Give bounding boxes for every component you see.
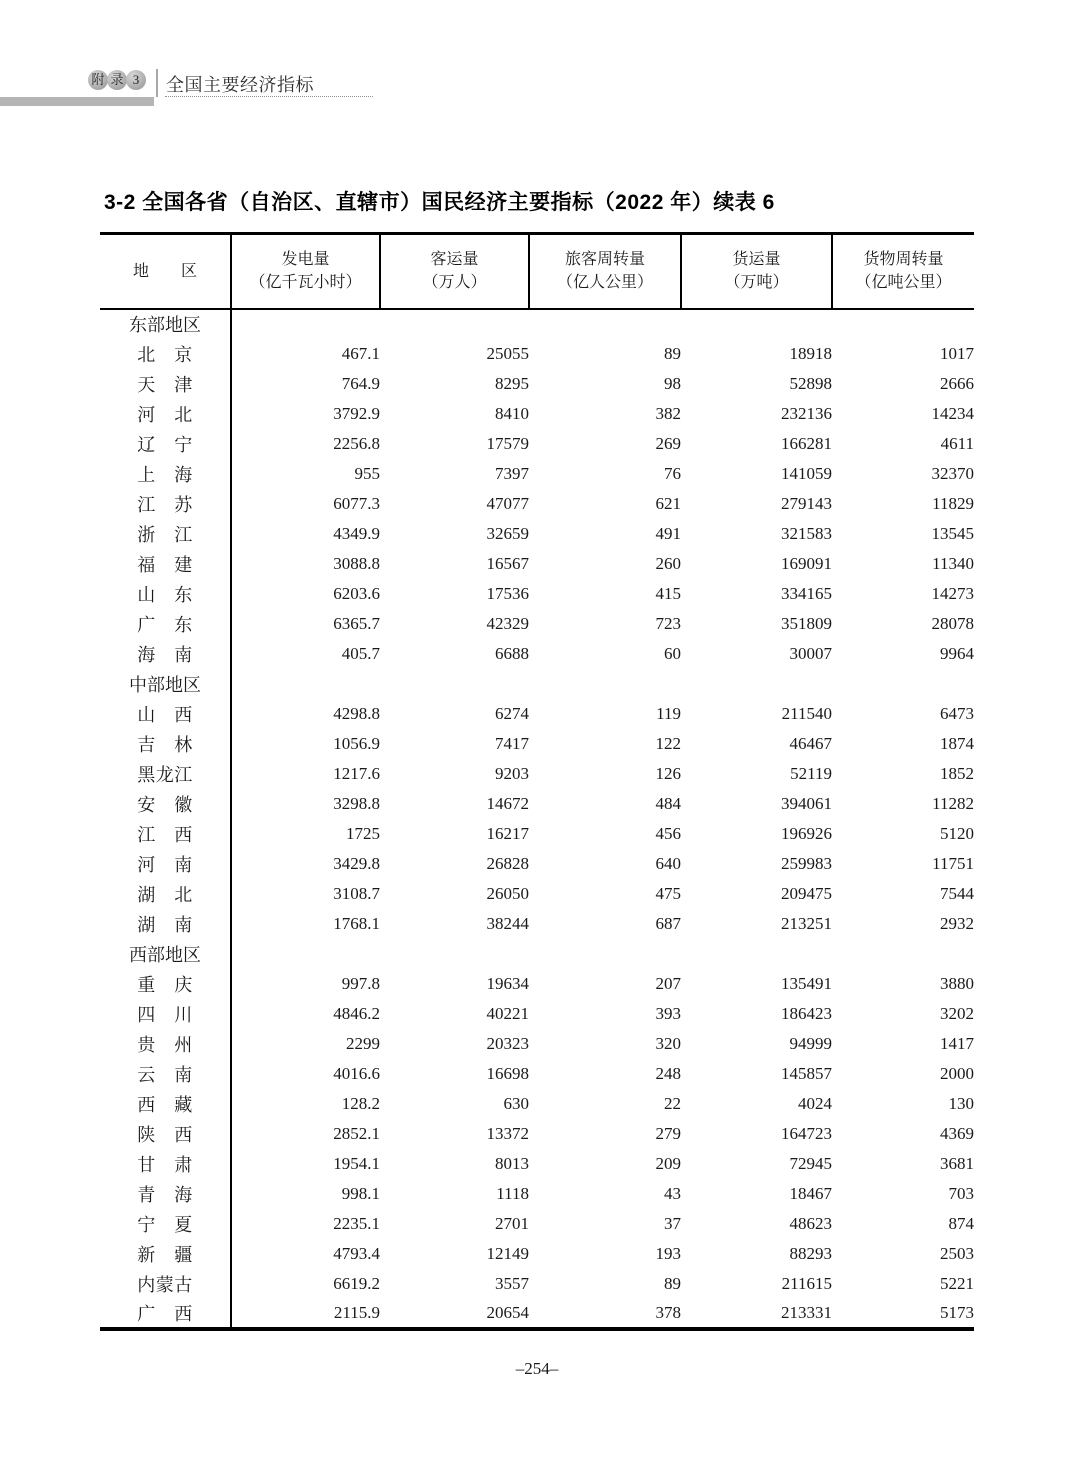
badge-char-circle: 3 bbox=[126, 70, 146, 90]
table-row bbox=[100, 849, 974, 879]
value-cell bbox=[832, 669, 974, 699]
value-cell: 491 bbox=[655, 523, 681, 543]
value-cell bbox=[380, 669, 529, 699]
value-cell: 166281 bbox=[781, 433, 832, 453]
value-cell: 6077.3 bbox=[333, 493, 380, 513]
value-cell: 9203 bbox=[495, 763, 529, 783]
value-cell: 703 bbox=[948, 1183, 974, 1203]
column-header-line: 客运量 bbox=[430, 251, 479, 269]
value-cell: 11829 bbox=[932, 493, 974, 513]
value-cell: 997.8 bbox=[341, 973, 380, 993]
value-cell: 211615 bbox=[781, 1273, 832, 1293]
value-cell: 4846.2 bbox=[333, 1003, 380, 1023]
value-cell: 193 bbox=[655, 1243, 681, 1263]
value-cell: 7417 bbox=[495, 733, 529, 753]
value-cell: 640 bbox=[655, 853, 681, 873]
value-cell bbox=[529, 309, 681, 339]
value-cell: 6619.2 bbox=[333, 1273, 380, 1293]
column-header-line: 旅客周转量 bbox=[564, 251, 645, 269]
value-cell: 25055 bbox=[486, 343, 529, 363]
value-cell: 169091 bbox=[781, 553, 832, 573]
value-cell: 5221 bbox=[940, 1273, 974, 1293]
region-cell: 新 疆 bbox=[100, 1239, 231, 1269]
table-row bbox=[100, 1119, 974, 1149]
value-cell: 3108.7 bbox=[333, 883, 380, 903]
value-cell: 5120 bbox=[940, 823, 974, 843]
value-cell: 3298.8 bbox=[333, 793, 380, 813]
value-cell: 32659 bbox=[486, 523, 529, 543]
region-cell: 天 津 bbox=[100, 369, 231, 399]
table-row bbox=[100, 909, 974, 939]
value-cell: 209475 bbox=[781, 883, 832, 903]
region-cell: 江 苏 bbox=[100, 489, 231, 519]
value-cell bbox=[681, 939, 832, 969]
value-cell: 20323 bbox=[486, 1033, 529, 1053]
region-cell: 广 西 bbox=[100, 1299, 231, 1329]
value-cell: 4369 bbox=[940, 1123, 974, 1143]
table-row bbox=[100, 639, 974, 669]
column-header-region bbox=[100, 234, 231, 309]
value-cell: 687 bbox=[655, 913, 681, 933]
value-cell: 16217 bbox=[486, 823, 529, 843]
value-cell: 164723 bbox=[781, 1123, 832, 1143]
value-cell: 1852 bbox=[940, 763, 974, 783]
value-cell bbox=[681, 669, 832, 699]
value-cell: 48623 bbox=[789, 1213, 832, 1233]
value-cell: 3681 bbox=[940, 1153, 974, 1173]
value-cell: 11751 bbox=[932, 853, 974, 873]
value-cell: 20654 bbox=[486, 1302, 529, 1322]
value-cell: 269 bbox=[655, 433, 681, 453]
table-row bbox=[100, 579, 974, 609]
region-cell: 河 北 bbox=[100, 399, 231, 429]
value-cell: 13372 bbox=[486, 1123, 529, 1143]
table-row bbox=[100, 609, 974, 639]
value-cell: 1056.9 bbox=[333, 733, 380, 753]
column-header-line: 货物周转量 bbox=[863, 251, 944, 269]
value-cell: 32370 bbox=[931, 463, 974, 483]
value-cell: 19634 bbox=[486, 973, 529, 993]
value-cell: 5173 bbox=[940, 1302, 974, 1322]
value-cell: 209 bbox=[655, 1153, 681, 1173]
value-cell: 9964 bbox=[940, 643, 974, 663]
value-cell bbox=[681, 309, 832, 339]
value-cell: 130 bbox=[948, 1093, 974, 1113]
value-cell: 3088.8 bbox=[333, 553, 380, 573]
table-row bbox=[100, 1149, 974, 1179]
table-row bbox=[100, 819, 974, 849]
value-cell: 30007 bbox=[789, 643, 832, 663]
value-cell: 1217.6 bbox=[333, 763, 380, 783]
column-header-power-generation bbox=[231, 234, 380, 309]
value-cell: 89 bbox=[664, 1273, 681, 1293]
value-cell bbox=[231, 309, 380, 339]
region-cell: 北 京 bbox=[100, 339, 231, 369]
value-cell: 18467 bbox=[789, 1183, 832, 1203]
value-cell: 4024 bbox=[798, 1093, 832, 1113]
value-cell: 3429.8 bbox=[333, 853, 380, 873]
region-cell: 四 川 bbox=[100, 999, 231, 1029]
value-cell: 122 bbox=[655, 733, 681, 753]
table-row bbox=[100, 1299, 974, 1329]
region-cell: 甘 肃 bbox=[100, 1149, 231, 1179]
table-row bbox=[100, 1029, 974, 1059]
value-cell: 4611 bbox=[940, 433, 974, 453]
table-title: 3-2 全国各省（自治区、直辖市）国民经济主要指标（2022 年）续表 6 bbox=[104, 191, 775, 214]
value-cell: 42329 bbox=[486, 613, 529, 633]
table-row bbox=[100, 489, 974, 519]
value-cell: 72945 bbox=[789, 1153, 832, 1173]
value-cell: 1017 bbox=[940, 343, 974, 363]
value-cell: 47077 bbox=[486, 493, 529, 513]
value-cell: 456 bbox=[655, 823, 681, 843]
region-cell: 海 南 bbox=[100, 639, 231, 669]
page-number: –254– bbox=[515, 1359, 559, 1378]
value-cell: 320 bbox=[655, 1033, 681, 1053]
region-cell: 浙 江 bbox=[100, 519, 231, 549]
value-cell: 126 bbox=[655, 763, 681, 783]
column-header-line: 地 区 bbox=[132, 262, 197, 280]
table-row bbox=[100, 1179, 974, 1209]
region-cell: 湖 北 bbox=[100, 879, 231, 909]
value-cell: 874 bbox=[948, 1213, 974, 1233]
value-cell: 1118 bbox=[496, 1183, 529, 1203]
value-cell: 334165 bbox=[781, 583, 832, 603]
value-cell: 46467 bbox=[789, 733, 832, 753]
region-cell: 山 西 bbox=[100, 699, 231, 729]
table-row bbox=[100, 339, 974, 369]
table-body bbox=[100, 309, 974, 1329]
value-cell: 16567 bbox=[486, 553, 529, 573]
region-cell: 上 海 bbox=[100, 459, 231, 489]
value-cell: 196926 bbox=[781, 823, 832, 843]
value-cell: 279 bbox=[655, 1123, 681, 1143]
value-cell: 16698 bbox=[486, 1063, 529, 1083]
value-cell: 13545 bbox=[931, 523, 974, 543]
value-cell: 2852.1 bbox=[333, 1123, 380, 1143]
region-cell: 安 徽 bbox=[100, 789, 231, 819]
value-cell: 43 bbox=[664, 1183, 681, 1203]
value-cell: 3880 bbox=[940, 973, 974, 993]
value-cell: 3557 bbox=[495, 1273, 529, 1293]
region-cell: 福 建 bbox=[100, 549, 231, 579]
table-row bbox=[100, 369, 974, 399]
value-cell: 3202 bbox=[940, 1003, 974, 1023]
table-row bbox=[100, 789, 974, 819]
table-row bbox=[100, 429, 974, 459]
region-cell: 山 东 bbox=[100, 579, 231, 609]
appendix-badge bbox=[89, 70, 146, 90]
value-cell: 40221 bbox=[486, 1003, 529, 1023]
value-cell: 393 bbox=[655, 1003, 681, 1023]
value-cell bbox=[380, 309, 529, 339]
value-cell: 11282 bbox=[932, 793, 974, 813]
value-cell: 279143 bbox=[781, 493, 832, 513]
value-cell: 764.9 bbox=[341, 373, 380, 393]
value-cell bbox=[529, 939, 681, 969]
table-row bbox=[100, 969, 974, 999]
region-cell: 辽 宁 bbox=[100, 429, 231, 459]
value-cell bbox=[380, 939, 529, 969]
value-cell: 135491 bbox=[781, 973, 832, 993]
value-cell: 6365.7 bbox=[333, 613, 380, 633]
value-cell: 52898 bbox=[789, 373, 832, 393]
value-cell: 119 bbox=[656, 703, 681, 723]
value-cell: 7397 bbox=[495, 463, 529, 483]
section-row bbox=[100, 309, 974, 339]
value-cell: 405.7 bbox=[341, 643, 380, 663]
value-cell: 2932 bbox=[940, 913, 974, 933]
header-row bbox=[100, 234, 974, 309]
value-cell: 475 bbox=[655, 883, 681, 903]
column-header-line: （亿千瓦小时） bbox=[249, 274, 362, 292]
table-row bbox=[100, 729, 974, 759]
value-cell: 128.2 bbox=[341, 1093, 380, 1113]
value-cell: 4793.4 bbox=[333, 1243, 380, 1263]
value-cell: 232136 bbox=[781, 403, 832, 423]
section-label: 中部地区 bbox=[100, 669, 231, 699]
column-header-line: 发电量 bbox=[281, 251, 330, 269]
region-cell: 河 南 bbox=[100, 849, 231, 879]
section-label: 东部地区 bbox=[100, 309, 231, 339]
column-header-freight-turnover bbox=[832, 234, 974, 309]
column-header-freight-traffic bbox=[681, 234, 832, 309]
table-row bbox=[100, 699, 974, 729]
value-cell bbox=[529, 669, 681, 699]
value-cell: 8013 bbox=[495, 1153, 529, 1173]
table-row bbox=[100, 1089, 974, 1119]
value-cell: 6688 bbox=[495, 643, 529, 663]
value-cell bbox=[832, 309, 974, 339]
region-cell: 贵 州 bbox=[100, 1029, 231, 1059]
value-cell: 89 bbox=[664, 343, 681, 363]
table-row bbox=[100, 549, 974, 579]
value-cell: 76 bbox=[664, 463, 681, 483]
value-cell: 415 bbox=[655, 583, 681, 603]
value-cell: 14672 bbox=[486, 793, 529, 813]
value-cell: 28078 bbox=[931, 613, 974, 633]
running-head-underline bbox=[165, 96, 373, 97]
value-cell: 2115.9 bbox=[333, 1302, 380, 1322]
value-cell: 2235.1 bbox=[333, 1213, 380, 1233]
value-cell: 6473 bbox=[940, 703, 974, 723]
badge-char-circle: 附 bbox=[88, 70, 108, 90]
statistics-table bbox=[100, 232, 974, 1331]
value-cell: 26050 bbox=[486, 883, 529, 903]
header-divider bbox=[156, 69, 158, 97]
table-row bbox=[100, 1209, 974, 1239]
value-cell: 2256.8 bbox=[333, 433, 380, 453]
table-row bbox=[100, 1239, 974, 1269]
value-cell: 8410 bbox=[495, 403, 529, 423]
value-cell: 37 bbox=[664, 1213, 681, 1233]
value-cell: 11340 bbox=[932, 553, 974, 573]
region-cell: 黑龙江 bbox=[100, 759, 231, 789]
value-cell: 3792.9 bbox=[333, 403, 380, 423]
column-header-line: （亿吨公里） bbox=[855, 274, 952, 292]
column-header-line: （万人） bbox=[422, 274, 487, 292]
value-cell: 60 bbox=[664, 643, 681, 663]
value-cell: 213331 bbox=[781, 1302, 832, 1322]
value-cell: 2701 bbox=[495, 1213, 529, 1233]
value-cell: 88293 bbox=[789, 1243, 832, 1263]
table-header bbox=[100, 234, 974, 309]
region-cell: 湖 南 bbox=[100, 909, 231, 939]
badge-char-circle: 录 bbox=[107, 70, 127, 90]
running-head-title: 全国主要经济指标 bbox=[166, 75, 314, 95]
table-row bbox=[100, 399, 974, 429]
value-cell bbox=[231, 669, 380, 699]
value-cell: 14273 bbox=[931, 583, 974, 603]
value-cell: 259983 bbox=[781, 853, 832, 873]
region-cell: 广 东 bbox=[100, 609, 231, 639]
value-cell: 1954.1 bbox=[333, 1153, 380, 1173]
value-cell: 467.1 bbox=[341, 343, 380, 363]
value-cell: 98 bbox=[664, 373, 681, 393]
table-row bbox=[100, 1269, 974, 1299]
value-cell: 2000 bbox=[940, 1063, 974, 1083]
value-cell: 18918 bbox=[789, 343, 832, 363]
value-cell: 211540 bbox=[781, 703, 832, 723]
column-header-line: （亿人公里） bbox=[556, 274, 653, 292]
column-header-passenger-turnover bbox=[529, 234, 681, 309]
value-cell: 382 bbox=[655, 403, 681, 423]
table-row bbox=[100, 519, 974, 549]
value-cell: 94999 bbox=[789, 1033, 832, 1053]
value-cell: 7544 bbox=[940, 883, 974, 903]
value-cell: 955 bbox=[354, 463, 380, 483]
value-cell: 14234 bbox=[931, 403, 974, 423]
value-cell: 6274 bbox=[495, 703, 529, 723]
table-row bbox=[100, 459, 974, 489]
value-cell: 6203.6 bbox=[333, 583, 380, 603]
value-cell: 998.1 bbox=[341, 1183, 380, 1203]
value-cell: 52119 bbox=[790, 763, 832, 783]
value-cell: 2299 bbox=[346, 1033, 380, 1053]
value-cell: 248 bbox=[655, 1063, 681, 1083]
value-cell: 1725 bbox=[346, 823, 380, 843]
header-gray-bar bbox=[0, 97, 154, 106]
column-header-line: 货运量 bbox=[732, 251, 781, 269]
region-cell: 云 南 bbox=[100, 1059, 231, 1089]
value-cell: 484 bbox=[655, 793, 681, 813]
table-row bbox=[100, 879, 974, 909]
region-cell: 吉 林 bbox=[100, 729, 231, 759]
value-cell: 186423 bbox=[781, 1003, 832, 1023]
section-row bbox=[100, 939, 974, 969]
section-row bbox=[100, 669, 974, 699]
column-header-passenger-traffic bbox=[380, 234, 529, 309]
region-cell: 青 海 bbox=[100, 1179, 231, 1209]
value-cell bbox=[231, 939, 380, 969]
value-cell: 38244 bbox=[486, 913, 529, 933]
value-cell: 630 bbox=[503, 1093, 529, 1113]
value-cell: 394061 bbox=[781, 793, 832, 813]
value-cell: 17579 bbox=[486, 433, 529, 453]
section-label: 西部地区 bbox=[100, 939, 231, 969]
value-cell: 145857 bbox=[781, 1063, 832, 1083]
value-cell: 321583 bbox=[781, 523, 832, 543]
column-header-line: （万吨） bbox=[724, 274, 789, 292]
value-cell: 723 bbox=[655, 613, 681, 633]
value-cell: 621 bbox=[655, 493, 681, 513]
value-cell: 351809 bbox=[781, 613, 832, 633]
value-cell: 378 bbox=[655, 1302, 681, 1322]
value-cell: 4016.6 bbox=[333, 1063, 380, 1083]
region-cell: 内蒙古 bbox=[100, 1269, 231, 1299]
value-cell: 4298.8 bbox=[333, 703, 380, 723]
value-cell: 1768.1 bbox=[333, 913, 380, 933]
value-cell: 12149 bbox=[486, 1243, 529, 1263]
region-cell: 江 西 bbox=[100, 819, 231, 849]
value-cell: 141059 bbox=[781, 463, 832, 483]
table-row bbox=[100, 999, 974, 1029]
region-cell: 陕 西 bbox=[100, 1119, 231, 1149]
value-cell: 207 bbox=[655, 973, 681, 993]
table-row bbox=[100, 1059, 974, 1089]
value-cell: 22 bbox=[664, 1093, 681, 1113]
value-cell: 8295 bbox=[495, 373, 529, 393]
region-cell: 重 庆 bbox=[100, 969, 231, 999]
region-cell: 宁 夏 bbox=[100, 1209, 231, 1239]
value-cell: 26828 bbox=[486, 853, 529, 873]
value-cell: 260 bbox=[655, 553, 681, 573]
value-cell: 213251 bbox=[781, 913, 832, 933]
value-cell: 17536 bbox=[486, 583, 529, 603]
value-cell: 4349.9 bbox=[333, 523, 380, 543]
value-cell: 1417 bbox=[940, 1033, 974, 1053]
table-row bbox=[100, 759, 974, 789]
value-cell: 2503 bbox=[940, 1243, 974, 1263]
value-cell bbox=[832, 939, 974, 969]
region-cell: 西 藏 bbox=[100, 1089, 231, 1119]
value-cell: 2666 bbox=[940, 373, 974, 393]
value-cell: 1874 bbox=[940, 733, 974, 753]
